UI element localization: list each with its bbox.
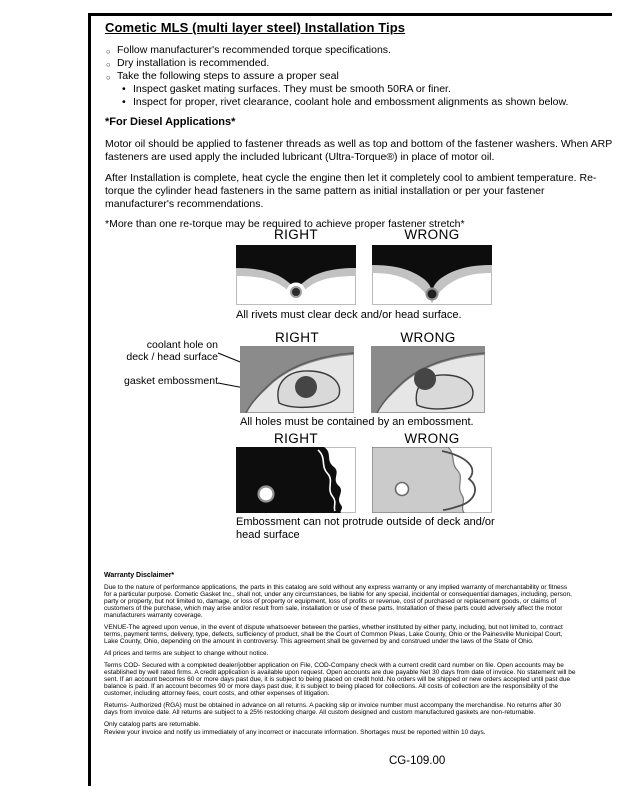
gasket-embossment-callout: gasket embossment [124,375,218,387]
tip-item [106,57,614,70]
warranty-paragraph: All prices and terms are subject to change without notice. [104,650,269,657]
callout-line: deck / head surface [126,350,218,363]
tip-text: Inspect gasket mating surfaces. They must be smooth 50RA or finer. [133,83,451,95]
tip-text: Take the following steps to assure a proper seal [117,70,339,82]
tip-item [106,70,614,83]
wrong-column-label: WRONG [400,330,456,345]
tip-sub-item [106,83,614,96]
rivet-clearance-right-image [236,245,356,305]
embossment-wrong-image [372,447,492,513]
warranty-paragraph: VENUE-The agreed upon venue, in the event of dispute whatsoever between the parties, whether instituted by either party, including, but not limited to, contract terms, payment terms, delivery, type, defects, sufficiency of product, shall be the Court of Common Pleas, Lake County, Ohio or the Painesville Municipal Court, Lake County, Ohio, depending on the amount in controversy. This agreement shall be governed by and construed under the laws of the State of Ohio. [104,624,563,645]
catalog-page-code: CG-109.00 [389,755,446,767]
right-column-label: RIGHT [274,431,318,446]
warranty-paragraph: Terms COD- Secured with a completed dealer/jobber application on File, COD-Company check with a current credit card number on file. Open accounts may be established by well rated firms. A credit application is available upon request. Open accounts are due payable Net 30 days from date of invoice. No statement will be sent. If an account becomes 60 or more days past due, it is subject to being placed on credit hold. No orders will be shipped or new orders accepted until past due balance is paid. If an account becomes 90 or more days past due, it is subject to being placed for collections. All costs of collection are the responsibility of the customer, including attorney fees, court costs, and other expenses of litigation. [104,662,576,697]
tip-item [106,44,614,57]
holes-caption: All holes must be contained by an embossment. [240,416,474,428]
left-border-rule [88,13,91,786]
wrong-column-label: WRONG [404,431,460,446]
retorque-note: *More than one re-torque may be required to achieve proper fastener stretch* [105,218,465,230]
coolant-hole-wrong-image [371,346,485,413]
tip-text: Inspect for proper, rivet clearance, coolant hole and embossment alignments as shown below. [133,96,569,108]
rivet-caption: All rivets must clear deck and/or head surface. [236,309,462,321]
diesel-paragraph: After Installation is complete, heat cycle the engine then let it completely cool to ambient temperature. Re-torque the cylinder head fasteners in the same pattern as initial installation or per your fastener manufacturer's recommendations. [105,172,597,210]
embossment-caption: Embossment can not protrude outside of deck and/or head surface [236,516,495,541]
coolant-hole-callout [118,340,218,363]
rivet-clearance-wrong-image [372,245,492,305]
tip-sub-item [106,96,614,109]
coolant-hole-right-image [240,346,354,413]
top-border-rule [88,13,612,16]
warranty-paragraph: Only catalog parts are returnable. [104,721,201,728]
callout-line: coolant hole on [146,339,218,351]
right-column-label: RIGHT [274,227,318,242]
embossment-right-image [236,447,356,513]
tip-text: Follow manufacturer's recommended torque specifications. [117,44,391,56]
wrong-column-label: WRONG [404,227,460,242]
warranty-paragraph: Returns- Authorized (RGA) must be obtained in advance on all returns. A packing slip or invoice number must accompany the merchandise. No returns after 30 days from invoice date. All returns are subject to a 25% restocking charge. All custom designed and custom manufactured gaskets are non-returnable. [104,702,562,716]
warranty-paragraph: Due to the nature of performance applications, the parts in this catalog are sold without any express warranty or any implied warranty of merchantability or fitness for a particular purpose. Cometic Gasket Inc., shall not, under any circumstances, be liable for any special, incidental or consequential damages, including, person, party or property, but not limited to, damage, or loss of property or equipment, loss of profits or revenue, cost of purchased or replacement goods, or claims of customers of the purchase, which may arise and/or result from sale, installation or use of these parts. Installation of these parts could adversely affect the motor manufacturers warranty coverage. [104,584,572,619]
installation-tips-list [106,44,614,109]
diesel-heading: *For Diesel Applications* [105,116,236,128]
page-title: Cometic MLS (multi layer steel) Installation Tips [105,20,406,35]
diesel-paragraph: Motor oil should be applied to fastener threads as well as top and bottom of the fastener washers. When ARP fasteners are used apply the included lubricant (Ultra-Torque®) in place of motor oil. [105,138,613,163]
warranty-paragraph: Review your invoice and notify us immediately of any incorrect or inaccurate information. Shortages must be reported within 10 days. [104,729,486,736]
tip-text: Dry installation is recommended. [117,57,270,69]
right-column-label: RIGHT [275,330,319,345]
diesel-applications-section [105,116,615,231]
warranty-disclaimer-section [104,572,576,741]
warranty-heading: Warranty Disclaimer* [104,572,175,579]
